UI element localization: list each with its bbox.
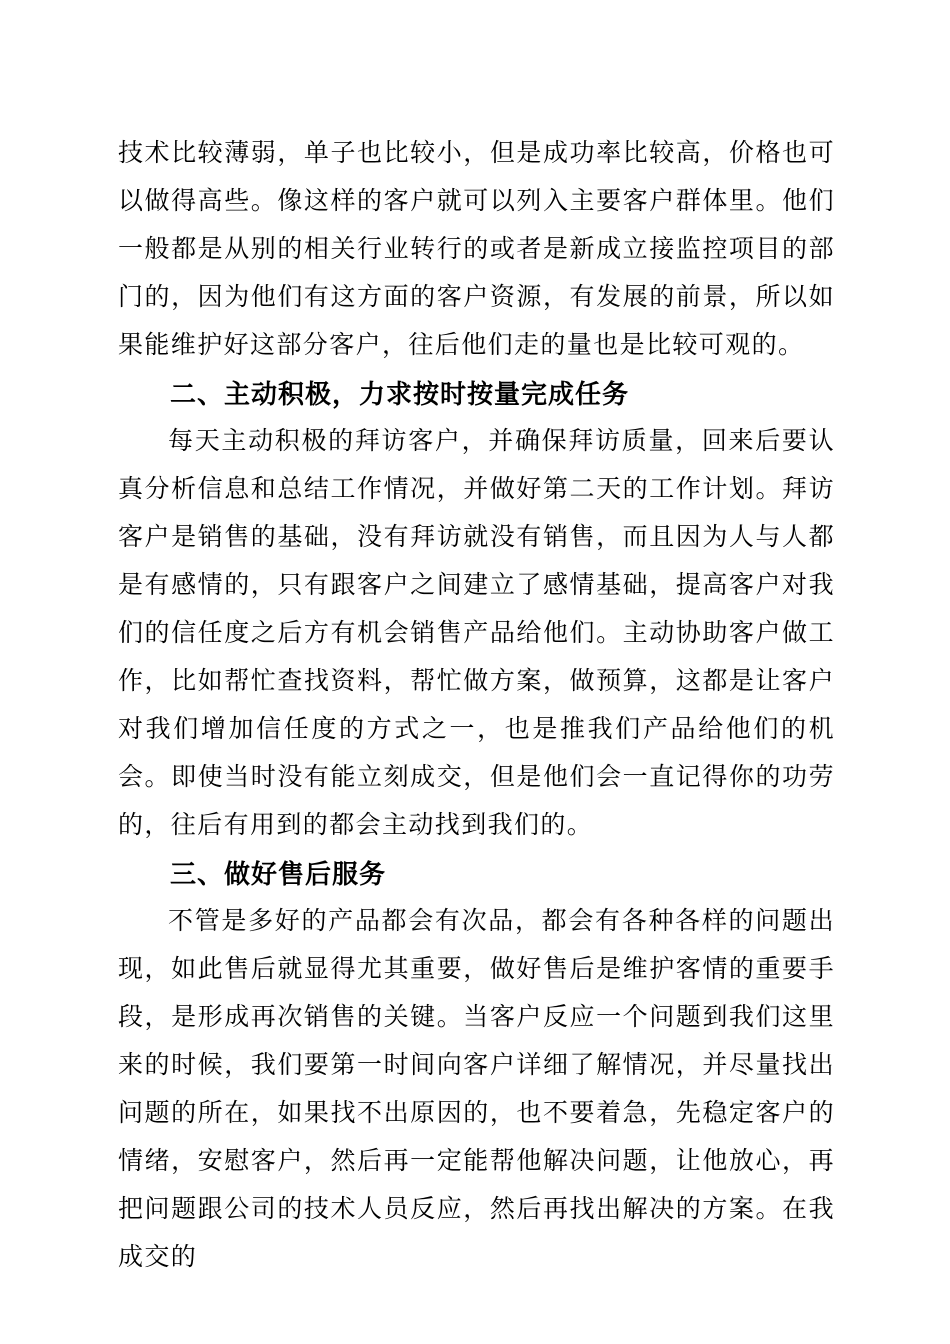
paragraph-section-3: 不管是多好的产品都会有次品，都会有各种各样的问题出现，如此售后就显得尤其重要，做好售后是维护客情的重要手段，是形成再次销售的关键。当客户反应一个问题到我们这里来的时候，我们要第一时间向客户详细了解情况，并尽量找出问题的所在，如果找不出原因的，也不要着急，先稳定客户的情绪，安慰客户，然后再一定能帮他解决问题，让他放心，再把问题跟公司的技术人员反应，然后再找出解决的方案。在我成交的: [118, 908, 835, 1271]
document-body: [118, 130, 835, 1282]
paragraph-section-2: 每天主动积极的拜访客户，并确保拜访质量，回来后要认真分析信息和总结工作情况，并做好第二天的工作计划。拜访客户是销售的基础，没有拜访就没有销售，而且因为人与人都是有感情的，只有跟客户之间建立了感情基础，提高客户对我们的信任度之后方有机会销售产品给他们。主动协助客户做工作，比如帮忙查找资料，帮忙做方案，做预算，这都是让客户对我们增加信任度的方式之一，也是推我们产品给他们的机会。即使当时没有能立刻成交，但是他们会一直记得你的功劳的，往后有用到的都会主动找到我们的。: [118, 428, 835, 839]
section-heading-2: 二、主动积极，力求按时按量完成任务: [170, 379, 630, 409]
paragraph-continuation: 技术比较薄弱，单子也比较小，但是成功率比较高，价格也可以做得高些。像这样的客户就可以列入主要客户群体里。他们一般都是从别的相关行业转行的或者是新成立接监控项目的部门的，因为他们有这方面的客户资源，有发展的前景，所以如果能维护好这部分客户，往后他们走的量也是比较可观的。: [118, 140, 835, 359]
section-heading-3: 三、做好售后服务: [170, 859, 387, 889]
